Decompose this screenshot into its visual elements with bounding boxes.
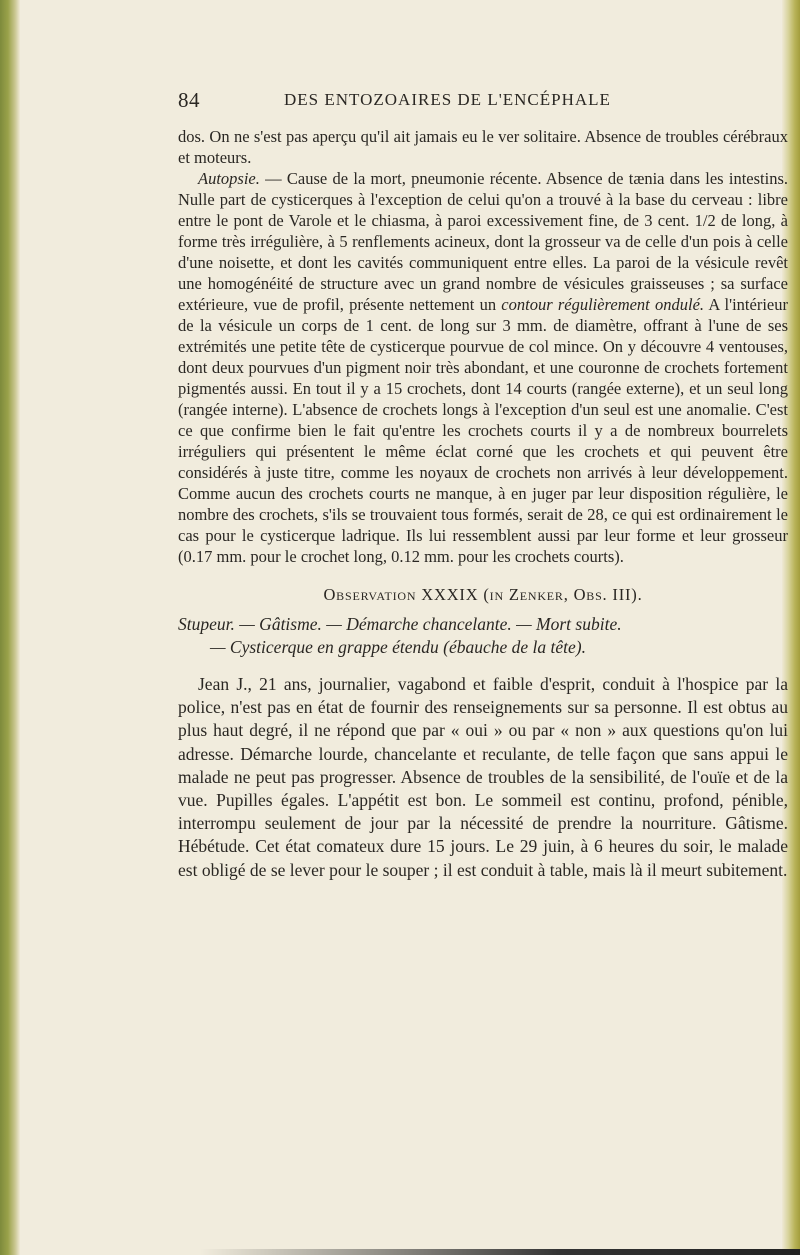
summary-line-2: — Cysticerque en grappe étendu (ébauche de la tête). <box>210 637 586 657</box>
paragraph-continuation: dos. On ne s'est pas aperçu qu'il ait jamais eu le ver solitaire. Absence de troubles cérébraux et moteurs. <box>178 127 788 167</box>
page-header <box>178 88 788 116</box>
autopsy-label: Autopsie. <box>198 169 260 188</box>
case-report <box>178 673 788 882</box>
book-spine-edge <box>0 0 20 1255</box>
autopsy-paragraph <box>178 168 788 567</box>
autopsy-text-2: A l'intérieur de la vésicule un corps de 1 cent. de long sur 3 mm. de diamètre, offrant à l'une de ses extrémités une petite tête de cysticerque pourvue de col mince. On y découvre 4 ventouses, dont deux pourvues d'un pigment noir très abondant, et une couronne de crochets fortement pigmentés aussi. En tout il y a 15 crochets, dont 14 courts (rangée externe), et un seul long (rangée interne). L'absence de crochets longs à l'exception d'un seul est une anomalie. C'est ce que confirme bien le fait qu'entre les crochets courts il y a de nombreux bourrelets irréguliers qui présentent le même éclat corné que les crochets et qui peuvent être considérés à juste titre, comme les noyaux de crochets non arrivés à leur développement. Comme aucun des crochets courts ne manque, à en juger par leur disposition régulière, le nombre des crochets, s'ils se trouvaient tous formés, serait de 28, ce qui est ordinairement le cas pour le cysticerque ladrique. Ils lui ressemblent aussi par leur forme et leur grosseur (0.17 mm. pour le crochet long, 0.12 mm. pour les crochets courts). <box>178 295 788 566</box>
page-body <box>178 88 788 882</box>
autopsy-text-1: — Cause de la mort, pneumonie récente. Absence de tænia dans les intestins. Nulle part de cysticerques à l'exception de celui qu'on a trouvé à la base du cerveau : libre entre le pont de Varole et le chiasma, à paroi excessivement fine, de 3 cent. 1/2 de long, à forme très irrégulière, à 5 renflements acineux, dont la grosseur va de celle d'un pois à celle d'une noisette, et dont les cavités communiquent entre elles. La paroi de la vésicule revêt une homogénéité de structure avec un grand nombre de vésicules graisseuses ; sa surface extérieure, vue de profil, présente nettement un <box>178 169 788 314</box>
page-bottom-edge <box>200 1249 800 1255</box>
case-paragraph: Jean J., 21 ans, journalier, vagabond et faible d'esprit, conduit à l'hospice par la police, n'est pas en état de fournir des renseignements sur sa personne. Il est obtus au plus haut degré, il ne répond que par « oui » ou par « non » aux questions qu'on lui adresse. Démarche lourde, chancelante et reculante, de telle façon que sans appui le malade ne peut pas progresser. Absence de troubles de la sensibilité, de l'ouïe et de la vue. Pupilles égales. L'appétit est bon. Le sommeil est continu, profond, pénible, interrompu seulement de jour par la nécessité de prendre la nourriture. Gâtisme. Hébétude. Cet état comateux dure 15 jours. Le 29 juin, à 6 heures du soir, le malade est obligé de se lever pour le souper ; il est conduit à table, mais là il meurt subitement. <box>178 674 788 880</box>
running-head: DES ENTOZOAIRES DE L'ENCÉPHALE <box>284 90 611 109</box>
observation-summary <box>178 613 788 659</box>
autopsy-italic-phrase: contour régulièrement ondulé. <box>501 295 705 314</box>
observation-title: Observation XXXIX (in Zenker, Obs. III). <box>323 585 643 604</box>
summary-line-1: Stupeur. — Gâtisme. — Démarche chancelante. — Mort subite. <box>178 614 622 634</box>
page-number: 84 <box>178 88 200 112</box>
